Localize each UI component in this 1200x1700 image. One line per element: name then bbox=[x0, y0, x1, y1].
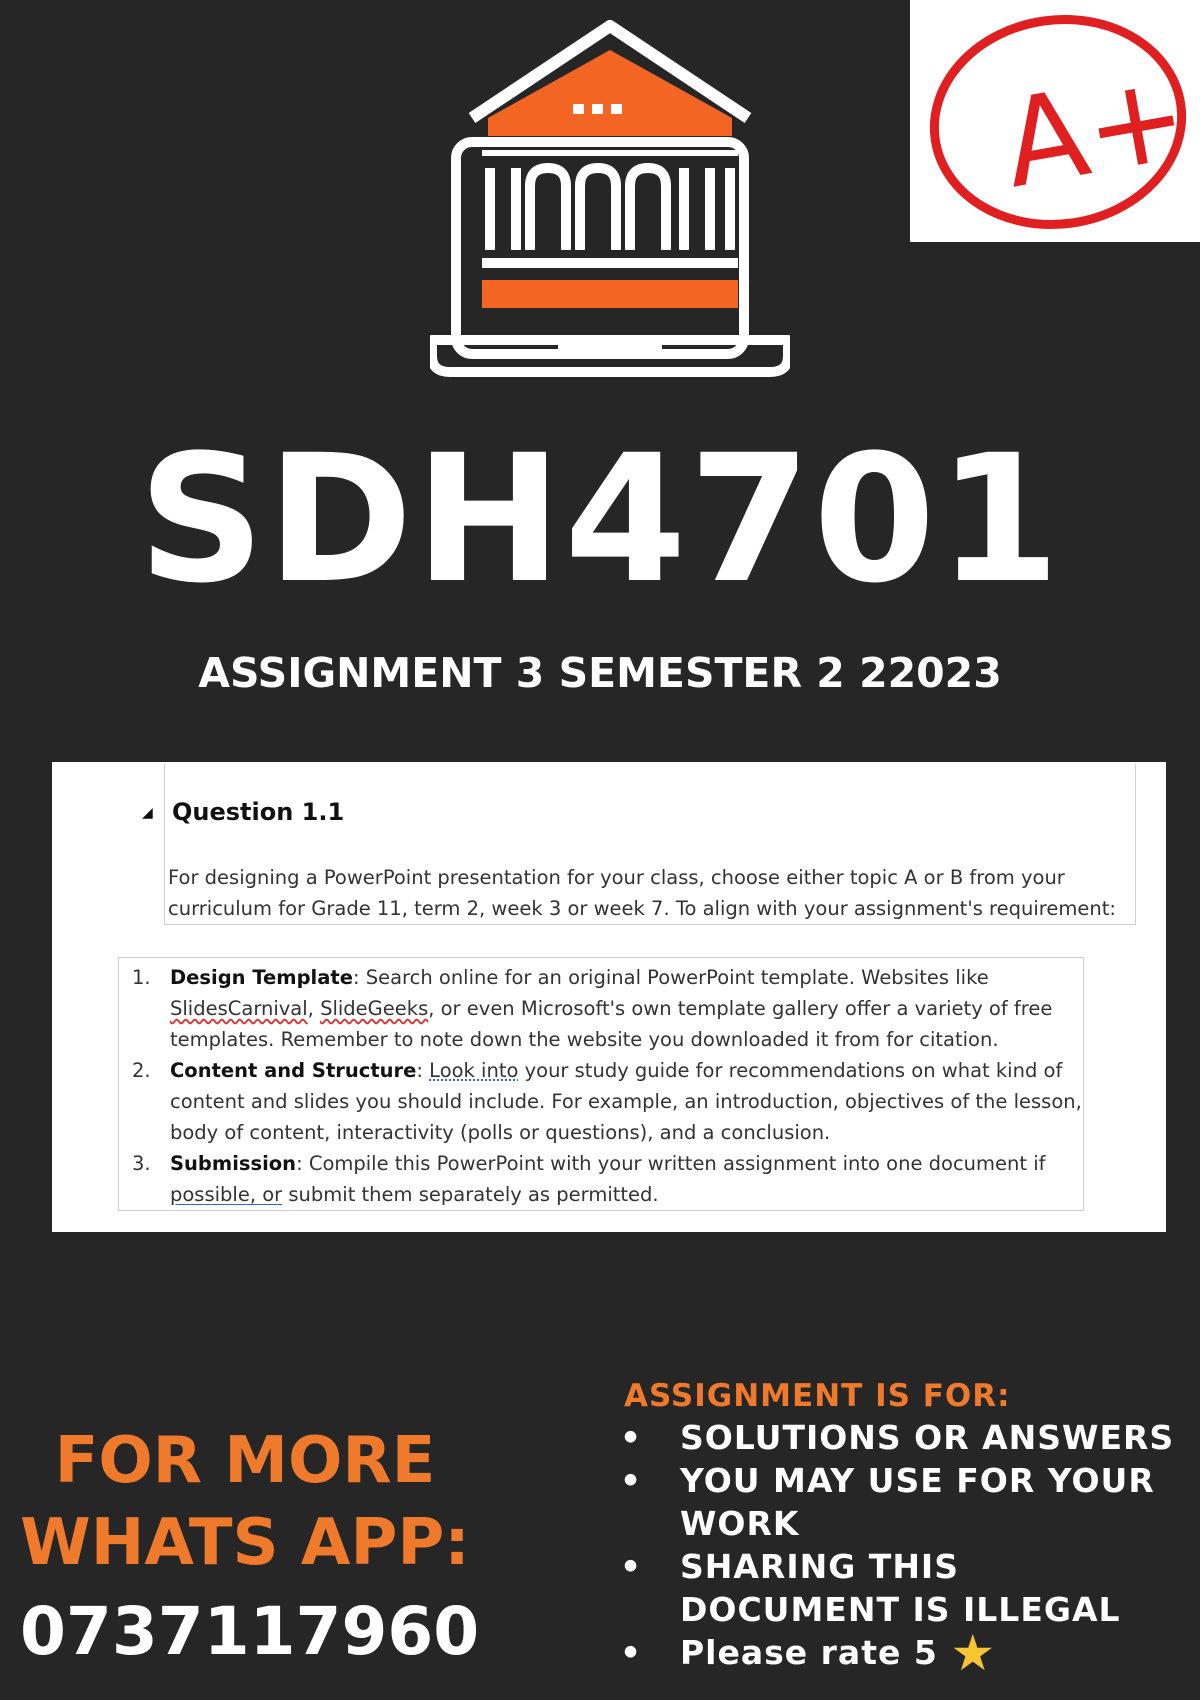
item-text: , bbox=[307, 997, 321, 1020]
info-item bbox=[620, 1459, 1190, 1545]
item-text: submit them separately as permitted. bbox=[282, 1183, 659, 1206]
grammar-suggestion: Look into bbox=[429, 1059, 519, 1082]
contact-line-2: WHATS APP: bbox=[20, 1506, 470, 1580]
collapse-triangle-icon[interactable]: ◢ bbox=[142, 805, 153, 821]
spellcheck-word: SlideGeeks bbox=[320, 997, 429, 1020]
item-text: : bbox=[416, 1059, 430, 1082]
grade-badge bbox=[910, 0, 1200, 242]
info-heading: ASSIGNMENT IS FOR: bbox=[624, 1378, 1011, 1414]
question-text: For designing a PowerPoint presentation for your class, choose either topic A or B from your curriculum for Grade 11, term 2, week 3 or week 7. To align with your assignment's requirement: bbox=[168, 866, 1116, 920]
phone-number[interactable]: 0737117960 bbox=[20, 1593, 480, 1670]
item-text: your study guide for recommendations on what kind of content and slides you should include. For example, an introduction, objectives of the lesson, body of content, interactivity (polls or questions), and a conclusion. bbox=[170, 1059, 1082, 1144]
item-label: Design Template bbox=[170, 966, 353, 989]
info-item-text: SOLUTIONS OR ANSWERS bbox=[680, 1418, 1175, 1457]
info-item bbox=[620, 1624, 1190, 1682]
info-list bbox=[620, 1416, 1190, 1682]
question-heading[interactable] bbox=[142, 798, 344, 826]
info-item bbox=[620, 1416, 1190, 1459]
item-label: Content and Structure bbox=[170, 1059, 417, 1082]
contact-heading bbox=[20, 1420, 470, 1584]
bullet-icon: • bbox=[620, 1461, 643, 1500]
spellcheck-word: SlidesCarnival bbox=[170, 997, 308, 1020]
info-item-text: YOU MAY USE FOR YOUR WORK bbox=[680, 1461, 1155, 1543]
bullet-icon: • bbox=[620, 1547, 643, 1586]
course-code: SDH4701 bbox=[138, 417, 1062, 622]
item-label: Submission bbox=[170, 1152, 297, 1175]
list-number: 3. bbox=[132, 1152, 151, 1175]
contact-line-1: FOR MORE bbox=[54, 1424, 436, 1498]
university-laptop-logo bbox=[430, 18, 790, 383]
list-number: 1. bbox=[132, 966, 151, 989]
item-text: : Compile this PowerPoint with your written assignment into one document if bbox=[296, 1152, 1046, 1175]
list-number: 2. bbox=[132, 1059, 151, 1082]
item-text: : Search online for an original PowerPoint template. Websites like bbox=[352, 966, 989, 989]
question-title: Question 1.1 bbox=[172, 798, 345, 826]
info-item bbox=[620, 1545, 1190, 1631]
assignment-subtitle: ASSIGNMENT 3 SEMESTER 2 22023 bbox=[198, 649, 1002, 697]
bullet-icon: • bbox=[620, 1418, 643, 1457]
grade-circle-icon bbox=[910, 0, 1200, 242]
grade-text: A+ bbox=[993, 46, 1198, 216]
item-text: , or even Microsoft's own template gallery offer a variety of free templates. Remember to note down the website you downloaded it from for citation. bbox=[170, 997, 1053, 1051]
grammar-suggestion: possible, or bbox=[170, 1183, 283, 1206]
info-item-text: Please rate 5 bbox=[680, 1633, 938, 1672]
university-laptop-icon bbox=[430, 18, 790, 383]
document-screenshot bbox=[52, 762, 1166, 1232]
star-icon: ★ bbox=[950, 1624, 997, 1682]
bullet-icon: • bbox=[620, 1633, 643, 1672]
info-item-text: SHARING THIS DOCUMENT IS ILLEGAL bbox=[680, 1547, 1121, 1629]
